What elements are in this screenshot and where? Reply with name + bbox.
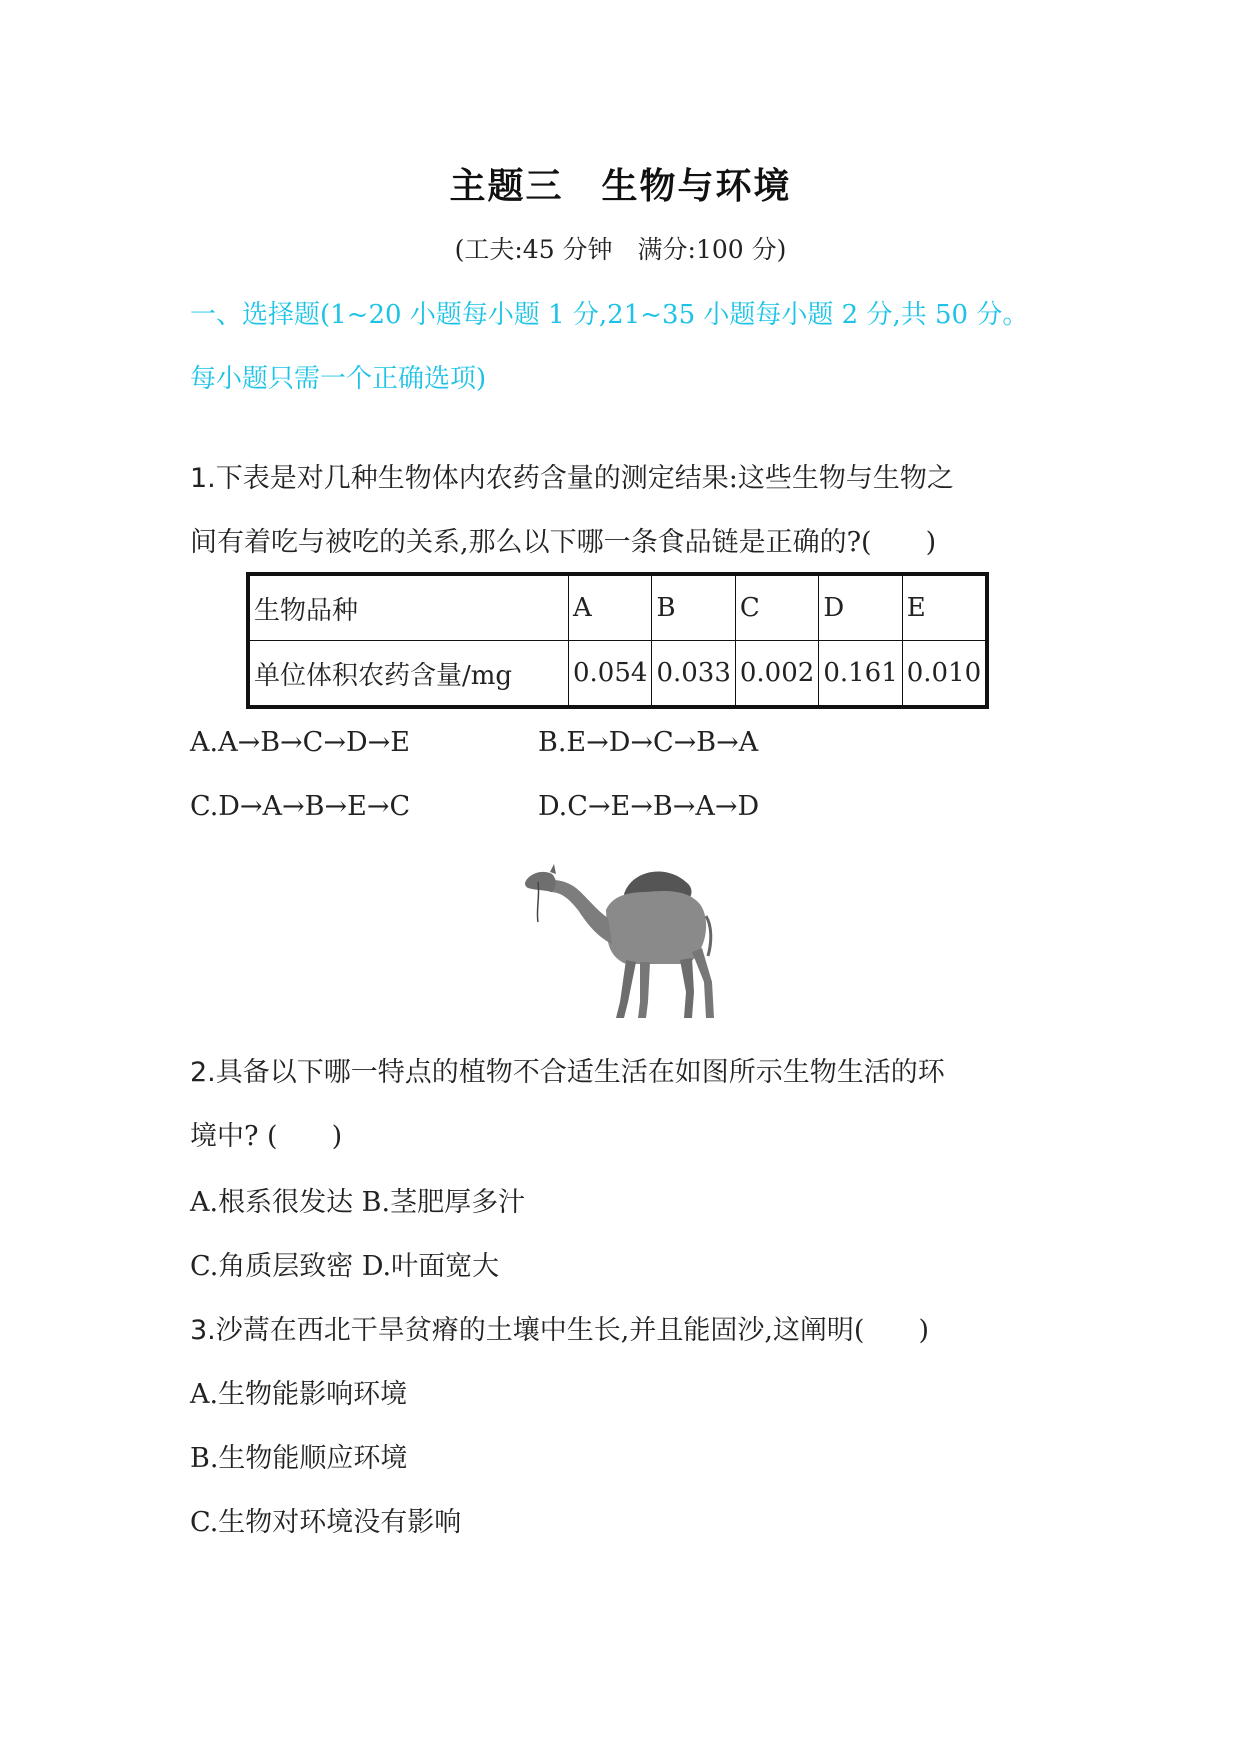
table-value-cell: 0.033 [652, 641, 735, 708]
table-header-label: 生物品种 [248, 574, 569, 641]
question-3-option-b: B.生物能顺应环境 [190, 1443, 408, 1474]
question-2-line2: 境中? ( ) [190, 1121, 343, 1152]
question-1-line1 [190, 456, 954, 495]
question-1-text: 下表是对几种生物体内农药含量的测定结果:这些生物与生物之 [215, 463, 954, 494]
page-title: 主题三 生物与环境 [449, 166, 792, 207]
camel-illustration [516, 852, 728, 1022]
question-1-option-b: B.E→D→C→B→A [538, 727, 759, 758]
table-species-cell: D [819, 574, 902, 641]
question-1-option-c: C.D→A→B→E→C [190, 791, 411, 822]
table-value-cell: 0.002 [735, 641, 818, 708]
table-species-cell: E [902, 574, 987, 641]
pesticide-table [246, 572, 989, 709]
question-3-option-c: C.生物对环境没有影响 [190, 1507, 462, 1538]
table-value-cell: 0.010 [902, 641, 987, 708]
section-heading-line2: 每小题只需一个正确选项) [190, 364, 487, 394]
question-3-number: 3. [190, 1315, 216, 1346]
question-1-line2: 间有着吃与被吃的关系,那么以下哪一条食品链是正确的?( ) [190, 527, 937, 558]
table-row-label: 单位体积农药含量/mg [248, 641, 569, 708]
question-2-text: 具备以下哪一特点的植物不合适生活在如图所示生物生活的环 [215, 1057, 945, 1088]
question-2-options-ab: A.根系很发达 B.茎肥厚多汁 [190, 1187, 526, 1218]
table-row [248, 574, 987, 641]
table-value-cell: 0.161 [819, 641, 902, 708]
table-species-cell: A [569, 574, 652, 641]
question-3-option-a: A.生物能影响环境 [190, 1379, 408, 1410]
question-3-text: 沙蒿在西北干旱贫瘠的土壤中生长,并且能固沙,这阐明( ) [215, 1315, 929, 1346]
table-species-cell: B [652, 574, 735, 641]
question-3-line [190, 1308, 929, 1347]
question-1-option-d: D.C→E→B→A→D [538, 791, 760, 822]
question-2-number: 2. [190, 1057, 216, 1088]
question-1-number: 1. [190, 463, 216, 494]
table-species-cell: C [735, 574, 818, 641]
question-1-option-a: A.A→B→C→D→E [190, 727, 410, 758]
question-2-options-cd: C.角质层致密 D.叶面宽大 [190, 1251, 500, 1282]
section-heading-line1: 一、选择题(1~20 小题每小题 1 分,21~35 小题每小题 2 分,共 50 分。 [190, 300, 1029, 330]
exam-info: (工夫:45 分钟 满分:100 分) [454, 235, 787, 264]
table-value-cell: 0.054 [569, 641, 652, 708]
question-2-line1 [190, 1050, 945, 1089]
section-heading [190, 283, 1090, 411]
table-row [248, 641, 987, 708]
